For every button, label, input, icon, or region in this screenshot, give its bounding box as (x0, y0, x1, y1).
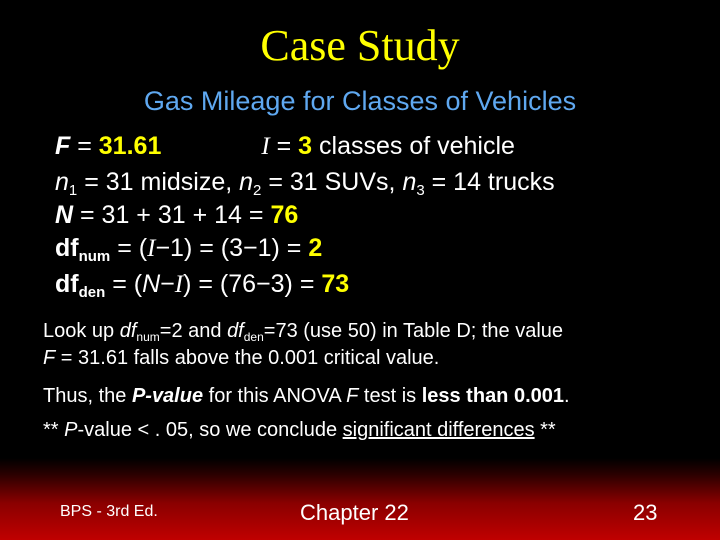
text: =73 (use 50) in Table D; the value (263, 320, 564, 342)
text: ** (43, 419, 65, 441)
i-symbol: I (174, 271, 184, 298)
df-symbol: df (119, 320, 137, 342)
n2-symbol: n (239, 168, 254, 196)
text: test is (358, 385, 422, 407)
footer-edition: BPS - 3rd Ed. (60, 503, 158, 520)
para-critical-value (43, 348, 439, 368)
line-f-statistic (55, 134, 515, 159)
den-subscript: den (243, 330, 264, 344)
df-symbol: df (55, 234, 79, 262)
text: ** (534, 419, 556, 441)
para-p-value (43, 386, 570, 406)
n1-symbol: n (55, 168, 69, 196)
footer-page-number: 23 (633, 500, 658, 525)
line-sample-sizes (55, 170, 555, 198)
p-value-term: P-value (131, 385, 204, 407)
df-num-subscript: num (78, 248, 111, 265)
num-subscript: num (136, 330, 160, 344)
line-total-n (55, 203, 298, 228)
n-symbol: N (142, 270, 161, 298)
text: -value < . 05, so we conclude (77, 419, 343, 441)
i-symbol: I (147, 235, 156, 262)
n1-subscript: 1 (68, 182, 78, 199)
n3-subscript: 3 (416, 182, 425, 199)
i-value: 3 (298, 132, 313, 160)
equals: = (70, 132, 99, 160)
text: = 31.61 falls above the 0.001 critical value. (55, 347, 440, 369)
text: . (564, 385, 570, 407)
df-den-value: 73 (321, 270, 350, 298)
df-num-expr-a: = ( (110, 234, 148, 262)
text: Thus, the (43, 385, 132, 407)
f-symbol: F (55, 132, 71, 160)
n-value: 76 (270, 201, 299, 229)
df-den-expr-b: ) = (76−3) = (183, 270, 322, 298)
df-symbol: df (227, 320, 244, 342)
equals: = (269, 132, 299, 160)
df-den-subscript: den (78, 284, 106, 301)
f-value: 31.61 (98, 132, 162, 160)
n-symbol: N (55, 201, 74, 229)
df-symbol: df (55, 270, 79, 298)
classes-text: classes of vehicle (312, 132, 515, 160)
f-symbol: F (346, 385, 359, 407)
text: =2 and (159, 320, 228, 342)
trucks-text: = 14 trucks (424, 168, 555, 196)
slide-subtitle: Gas Mileage for Classes of Vehicles (143, 86, 577, 116)
text: for this ANOVA (203, 385, 347, 407)
text: Look up (43, 320, 120, 342)
minus: − (160, 270, 175, 298)
n2-subscript: 2 (253, 182, 262, 199)
footer-background (0, 458, 720, 540)
para-conclusion (43, 420, 556, 440)
footer-chapter: Chapter 22 (300, 500, 409, 525)
slide-title: Case Study (260, 21, 460, 70)
i-symbol: I (261, 133, 270, 160)
significant-differences: significant differences (342, 419, 535, 441)
line-df-den (55, 272, 349, 300)
n3-symbol: n (402, 168, 417, 196)
df-num-value: 2 (308, 234, 323, 262)
n-expression: = 31 + 31 + 14 = (73, 201, 271, 229)
suv-text: = 31 SUVs, (261, 168, 403, 196)
df-num-expr-b: −1) = (3−1) = (155, 234, 309, 262)
line-df-num (55, 236, 322, 264)
less-than-term: less than 0.001 (421, 385, 565, 407)
p-symbol: P (64, 419, 78, 441)
para-table-lookup (43, 321, 563, 343)
df-den-expr-a: = ( (105, 270, 143, 298)
f-symbol: F (43, 347, 56, 369)
midsize-text: = 31 midsize, (77, 168, 240, 196)
